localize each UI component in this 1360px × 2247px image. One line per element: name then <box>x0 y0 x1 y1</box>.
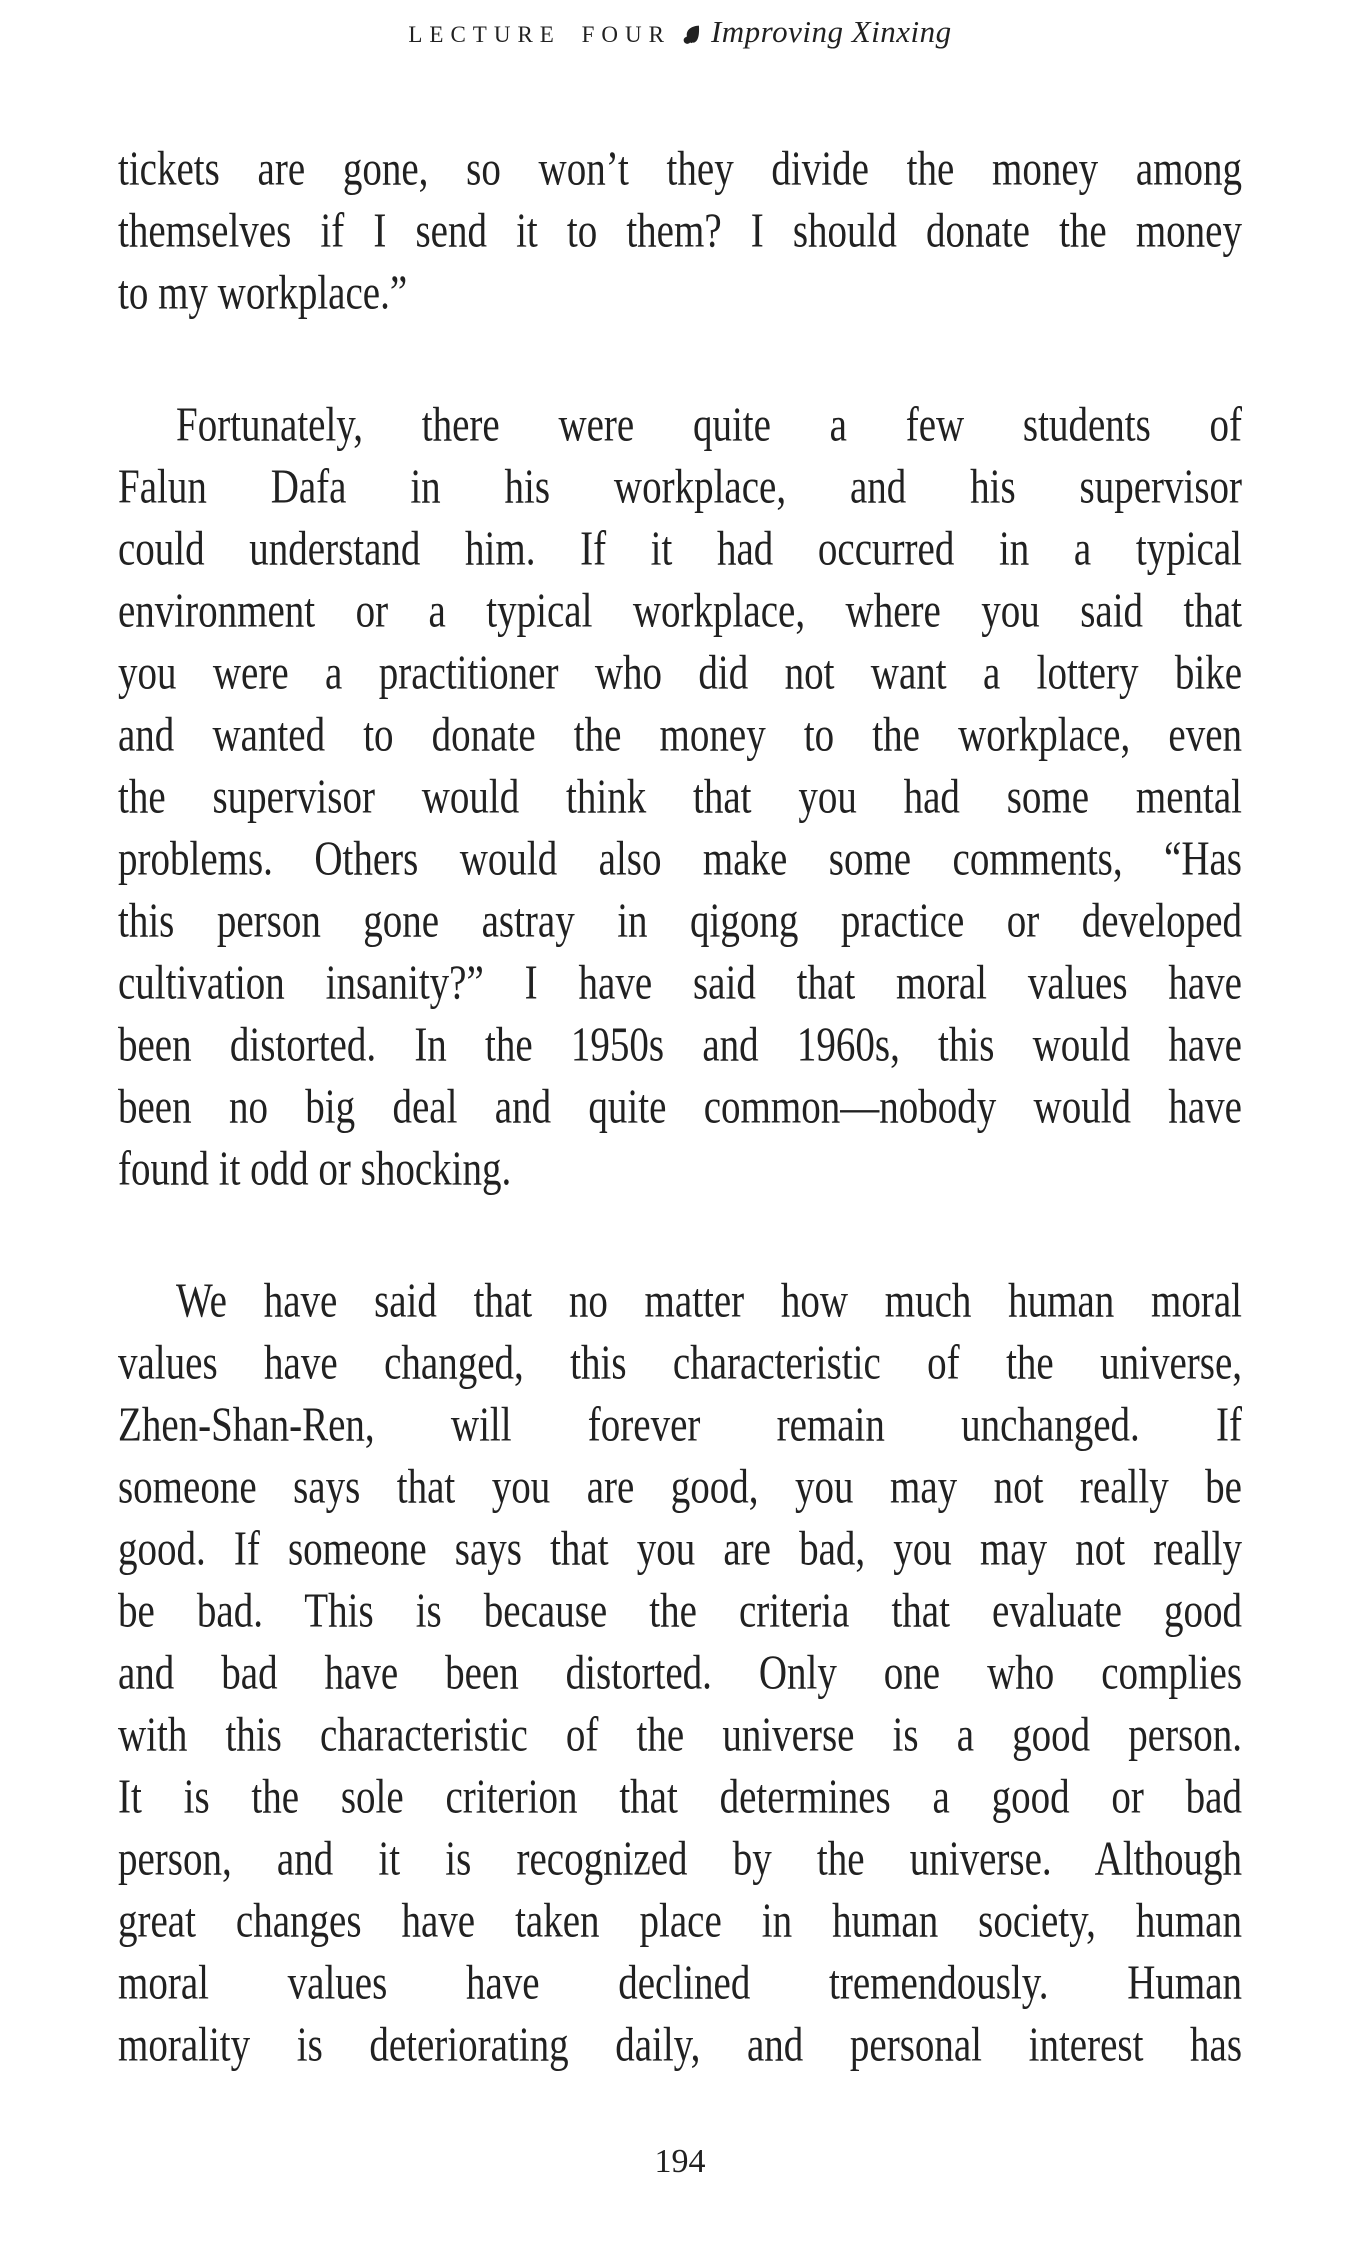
page-number: 194 <box>654 2143 706 2180</box>
text-line: with this characteristic of the universe is a good person. <box>118 1708 1242 1762</box>
text-line: Falun Dafa in his workplace, and his supervisor <box>118 460 1242 514</box>
text-line: tickets are gone, so won’t they divide the money among <box>118 142 1242 196</box>
paragraph <box>118 142 1242 328</box>
text-line: someone says that you are good, you may not really be <box>118 1460 1242 1514</box>
text-line: We have said that no matter how much human moral <box>176 1274 1242 1328</box>
text-line: great changes have taken place in human society, human <box>118 1894 1242 1948</box>
text-line: morality is deteriorating daily, and personal interest has <box>118 2018 1242 2072</box>
paragraph <box>118 1274 1242 2080</box>
aldus-leaf-icon <box>681 24 701 48</box>
text-line: be bad. This is because the criteria that evaluate good <box>118 1584 1242 1638</box>
text-line: person, and it is recognized by the universe. Although <box>118 1832 1242 1886</box>
chapter-title: Improving Xinxing <box>710 14 952 49</box>
text-line: environment or a typical workplace, where you said that <box>118 584 1242 638</box>
text-line: problems. Others would also make some comments, “Has <box>118 832 1242 886</box>
text-line: could understand him. If it had occurred in a typical <box>118 522 1242 576</box>
text-line: found it odd or shocking. <box>118 1142 512 1196</box>
text-line: cultivation insanity?” I have said that moral values have <box>118 956 1242 1010</box>
text-line: Zhen-Shan-Ren, will forever remain unchanged. If <box>118 1398 1242 1452</box>
text-line: It is the sole criterion that determines a good or bad <box>118 1770 1242 1824</box>
page-body <box>118 142 1242 2080</box>
text-line: themselves if I send it to them? I should donate the money <box>118 204 1242 258</box>
running-header <box>0 14 1360 50</box>
text-line: this person gone astray in qigong practice or developed <box>118 894 1242 948</box>
paragraph <box>118 398 1242 1204</box>
text-line: been no big deal and quite common—nobody would have <box>118 1080 1242 1134</box>
text-line: and wanted to donate the money to the workplace, even <box>118 708 1242 762</box>
text-line: moral values have declined tremendously. Human <box>118 1956 1242 2010</box>
text-line: to my workplace.” <box>118 266 408 320</box>
text-line: the supervisor would think that you had some mental <box>118 770 1242 824</box>
text-line: and bad have been distorted. Only one who complies <box>118 1646 1242 1700</box>
text-line: values have changed, this characteristic of the universe, <box>118 1336 1242 1390</box>
text-line: been distorted. In the 1950s and 1960s, this would have <box>118 1018 1242 1072</box>
text-line: you were a practitioner who did not want a lottery bike <box>118 646 1242 700</box>
text-line: Fortunately, there were quite a few students of <box>176 398 1242 452</box>
lecture-label: LECTURE FOUR <box>408 22 671 47</box>
text-line: good. If someone says that you are bad, you may not really <box>118 1522 1242 1576</box>
